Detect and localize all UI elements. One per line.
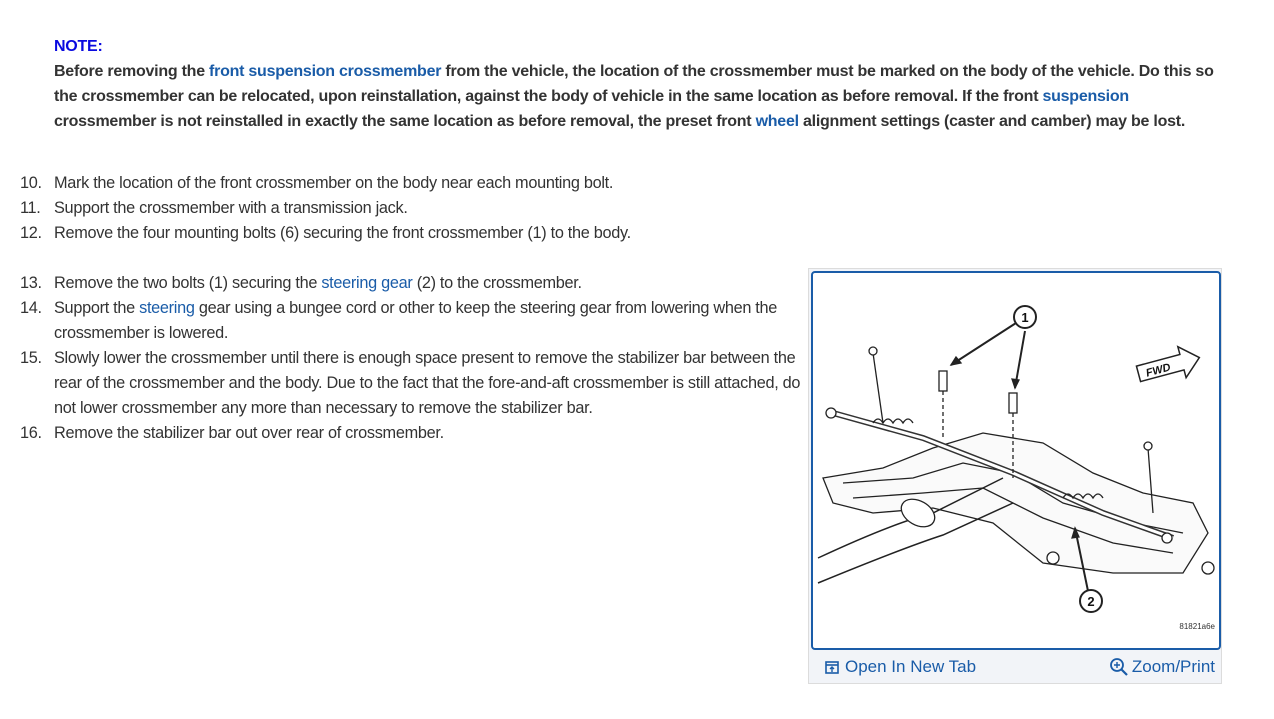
- step-number: 13.: [20, 274, 42, 292]
- link-front-suspension-crossmember[interactable]: front suspension crossmember: [209, 63, 442, 80]
- open-new-tab-label: Open In New Tab: [845, 657, 977, 676]
- figure-panel: [808, 268, 1222, 684]
- step-text-part: (2) to the crossmember.: [412, 274, 582, 292]
- step-text-part: Support the: [54, 299, 140, 317]
- step-item: [20, 221, 805, 246]
- step-number: 15.: [20, 349, 42, 367]
- step-number: 10.: [20, 174, 42, 192]
- step-item: [20, 196, 805, 221]
- crossmember-diagram[interactable]: [811, 271, 1221, 650]
- step-item: [20, 346, 805, 421]
- step-number: 16.: [20, 424, 42, 442]
- step-text: [54, 271, 805, 296]
- step-item: [20, 271, 805, 296]
- link-steering-gear[interactable]: steering gear: [321, 274, 413, 292]
- steps-list: [20, 171, 805, 446]
- note-text: [54, 59, 1224, 134]
- figure-footer: [809, 651, 1221, 683]
- step-text: Slowly lower the crossmember until there is enough space present to remove the stabilizer bar between the rear of the crossmember and the body. Due to the fact that the fore-and-aft crossmember is still attached, do not lower crossmember any more than necessary to remove the stabilizer bar.: [54, 349, 801, 417]
- step-item: [20, 296, 805, 346]
- note-text-part: Before removing the: [54, 63, 210, 80]
- zoom-in-icon: [1109, 657, 1129, 677]
- step-text-part: Remove the two bolts (1) securing the: [54, 274, 322, 292]
- fwd-label: FWD: [1144, 361, 1172, 380]
- callout-1: 1: [1021, 310, 1029, 325]
- step-text: Remove the four mounting bolts (6) securing the front crossmember (1) to the body.: [54, 224, 631, 242]
- link-suspension[interactable]: suspension: [1042, 88, 1129, 105]
- note-text-part: crossmember is not reinstalled in exactly the same location as before removal, the preset front: [54, 113, 756, 130]
- step-item: [20, 171, 805, 196]
- note-title: NOTE:: [54, 38, 103, 55]
- step-number: 12.: [20, 224, 42, 242]
- fwd-arrow-icon: [1134, 342, 1203, 389]
- zoom-print-label: Zoom/Print: [1131, 657, 1215, 676]
- zoom-print-link[interactable]: [1109, 657, 1215, 677]
- step-number: 14.: [20, 299, 42, 317]
- step-text: [54, 296, 805, 346]
- step-text-part: gear using a bungee cord or other to keep the steering gear from lowering when the crossmember is lowered.: [54, 299, 778, 342]
- open-in-new-tab-link[interactable]: [825, 657, 976, 677]
- step-text: Support the crossmember with a transmission jack.: [54, 199, 408, 217]
- diagram-drawing: [813, 273, 1219, 648]
- callout-2: 2: [1087, 594, 1095, 609]
- open-new-tab-icon: [825, 661, 839, 674]
- link-wheel[interactable]: wheel: [755, 113, 799, 130]
- link-steering[interactable]: steering: [139, 299, 195, 317]
- note-text-part: from the vehicle, the location of the crossmember must be marked on the body of the vehicle. Do this so the crossmember can be relocated, upon reinstallation, against the body of vehicle in the same location as before removal. If the front: [54, 63, 1214, 105]
- step-item: [20, 421, 805, 446]
- step-number: 11.: [20, 199, 41, 217]
- note-block: [54, 34, 1224, 134]
- step-text: Remove the stabilizer bar out over rear of crossmember.: [54, 424, 444, 442]
- figure-id: 81821a6e: [1179, 622, 1215, 631]
- step-text: Mark the location of the front crossmember on the body near each mounting bolt.: [54, 174, 614, 192]
- note-text-part: alignment settings (caster and camber) may be lost.: [798, 113, 1186, 130]
